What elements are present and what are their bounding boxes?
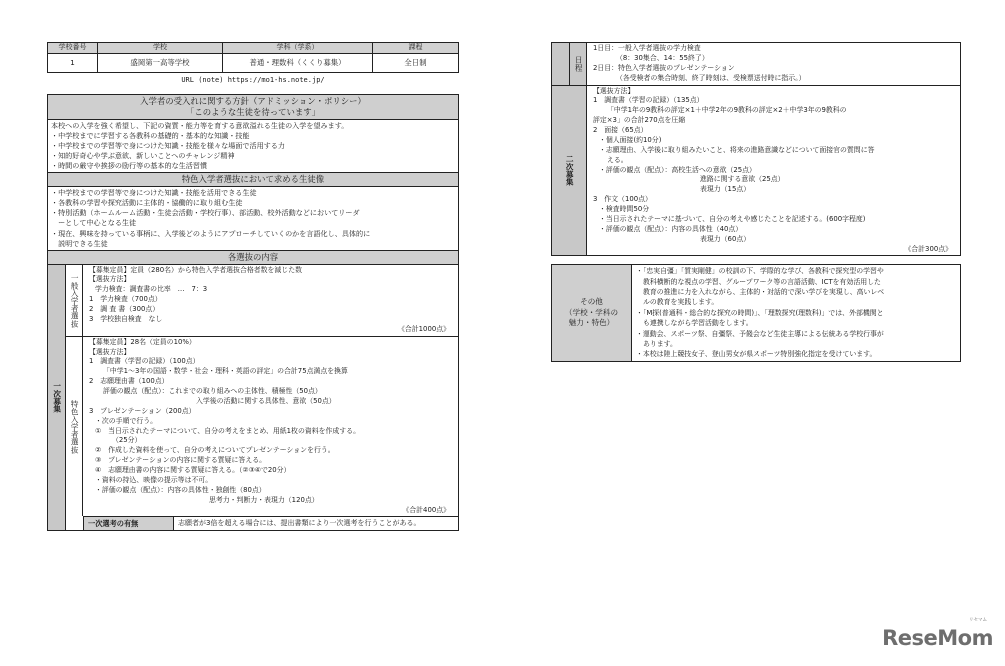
other-label-line: その他 xyxy=(580,297,603,307)
general-label: 一般入学者選抜 xyxy=(70,273,80,327)
admission-policy-subtitle: 「このような生徒を待っています」 xyxy=(186,106,320,117)
schedule-label: 日程 xyxy=(574,56,584,72)
special-line: ③ プレゼンテーションの内容に関する質疑に答える。 xyxy=(95,456,266,465)
schedule-blank-cell xyxy=(552,43,570,85)
other-label-line: （学校・学科の xyxy=(564,307,619,317)
general-line: 1 学力検査（700点） xyxy=(89,295,162,304)
left-page xyxy=(47,42,459,531)
special-line: ・評価の観点（配点）：内容の具体性・独創性（80点） xyxy=(95,485,266,494)
other-feature-line: 教育の推進に力を入れながら、主体的・対話的で深い学びを実現し、高いレベ xyxy=(643,288,885,297)
policy-line: ・中学校までの学習等で身につけた知識・技能を様々な場面で活用する力 xyxy=(51,140,285,150)
second-round-line: ・評価の観点（配点）：高校生活への意欲（25点） xyxy=(599,165,756,174)
other-features-box xyxy=(551,264,961,361)
other-feature-line: ・「M探(普通科・総合的な探究の時間)」、「理数探究(理数科)」では、外部機関と xyxy=(636,308,884,317)
second-round-line: ・検査時間50分 xyxy=(599,205,650,213)
special-line: ・次の手順で行う。 xyxy=(95,416,158,425)
general-selection-row xyxy=(66,265,458,336)
school-number: 1 xyxy=(48,54,98,73)
header-school-number: 学校番号 xyxy=(48,43,98,54)
other-feature-line: ・本校は陸上競技女子、登山男女が県スポーツ特別強化指定を受けています。 xyxy=(636,350,877,359)
policy-line: 本校への入学を強く希望し、下記の資質・能力等を育する意欲溢れる生徒の入学を望みます。 xyxy=(51,120,349,130)
profile-line: 説明できる生徒 xyxy=(51,238,108,248)
second-round-line: 進路に関する意欲（25点） xyxy=(700,175,785,184)
general-label-cell xyxy=(66,265,83,336)
schedule-row xyxy=(552,43,960,85)
prelim-label: 一次選考の有無 xyxy=(84,517,174,529)
second-round-line: 表現力（15点） xyxy=(700,185,751,194)
special-line: ① 当日示されたテーマについて、自分の考えをまとめ、用紙1枚の資料を作成する。 xyxy=(95,426,360,435)
second-round-line: 評定×3」の合計270点を圧縮 xyxy=(593,116,686,125)
schedule-content xyxy=(587,43,960,85)
schedule-line: 1日目：一般入学者選抜の学力検査 xyxy=(593,44,701,52)
general-line: 学力検査：調査書の比率 … 7：3 xyxy=(95,285,208,294)
schedule-and-second-round-box xyxy=(551,42,961,256)
other-feature-line: も連携しながら学習活動をします。 xyxy=(643,319,753,328)
special-profile-heading: 特色入学者選抜において求める生徒像 xyxy=(48,172,458,187)
second-round-line: 1 調査書（学習の記録）（135点） xyxy=(593,96,704,105)
general-line: 《合計1000点》 xyxy=(398,324,450,333)
admission-policy-title: 入学者の受入れに関する方針（アドミッション・ポリシー） xyxy=(140,96,366,106)
profile-line: ・特別活動（ホームルーム活動・生徒会活動・学校行事）、部活動、校外活動などにおいてリーダ xyxy=(51,208,360,218)
special-label: 特色入学者選抜 xyxy=(70,399,80,454)
second-round-line: 《合計300点》 xyxy=(904,244,952,253)
other-feature-line: ・運動会、スポーツ祭、自彊祭、予餞会など生徒主導による伝統ある学校行事が xyxy=(636,329,884,338)
other-features-label xyxy=(552,265,632,360)
second-round-line: 3 作文（100点） xyxy=(593,195,652,204)
second-round-line: 【選抜方法】 xyxy=(593,86,635,95)
special-line: ④ 志願理由書の内容に関する質疑に答える。（②③④で20分） xyxy=(95,466,291,475)
header-school: 学校 xyxy=(98,43,223,54)
first-round-body xyxy=(66,265,458,530)
other-feature-line: ルの教育を実践します。 xyxy=(643,298,719,307)
general-line: 【募集定員】定員（280名）から特色入学者選抜合格者数を減じた数 xyxy=(89,265,302,274)
general-line: 3 学校独自検査 なし xyxy=(89,314,163,323)
special-line: （25分） xyxy=(112,436,142,445)
second-round-line: ・個人面接(約10分) xyxy=(599,135,662,144)
special-line: 2 志願理由書（100点） xyxy=(89,377,169,386)
policy-box xyxy=(47,94,459,531)
prelim-value: 志願者が3倍を超える場合には、提出書類により一次選考を行うことがある。 xyxy=(178,519,421,528)
course: 全日制 xyxy=(373,54,459,73)
second-round-label: 二次募集 xyxy=(565,155,575,186)
profile-line: ・中学校までの学習等で身につけた知識・技能を活用できる生徒 xyxy=(51,187,257,197)
resemom-logo xyxy=(882,617,993,652)
second-round-line: ・志願理由、入学後に取り組みたいこと、将来の進路意識などについて面接官の質問に答 xyxy=(599,145,875,154)
right-page xyxy=(551,42,961,362)
schedule-label-cell xyxy=(570,43,587,85)
other-feature-line: 教科横断的な視点の学習、グループワーク等の言語活動、ICTを有効活用した xyxy=(643,277,881,286)
second-round-row xyxy=(552,85,960,256)
school-info-table xyxy=(47,42,459,73)
second-round-label-cell xyxy=(552,86,587,256)
profile-line: ・現在、興味を持っている事柄に、入学後どのようにアプローチしていくのかを言語化し、具体的に xyxy=(51,228,371,238)
special-profile-lines xyxy=(48,187,458,250)
second-round-line: 表現力（60点） xyxy=(700,234,751,243)
special-line: 【募集定員】28名（定員の10%） xyxy=(89,337,196,346)
special-line: ② 作成した資料を使って、自分の考えについてプレゼンテーションを行う。 xyxy=(95,446,335,455)
special-line: 思考力・判断力・表現力（120点） xyxy=(209,495,319,504)
schedule-line: （各受検者の集合時刻、終了時刻は、受検票送付時に指示。） xyxy=(616,73,806,82)
first-round-label-cell xyxy=(48,265,66,530)
schedule-line: 2日目：特色入学者選抜のプレゼンテーション xyxy=(593,63,735,72)
selection-heading: 各選抜の内容 xyxy=(48,250,458,265)
first-round-label: 一次募集 xyxy=(52,381,62,413)
general-selection-content xyxy=(83,265,458,336)
special-selection-content xyxy=(83,337,458,517)
first-round-section xyxy=(48,265,458,530)
prelim-selection-row xyxy=(83,516,458,529)
school-url[interactable]: URL (note) https://mo1-hs.note.jp/ xyxy=(181,76,325,84)
header-department: 学科（学系） xyxy=(223,43,373,54)
special-line: 1 調査書（学習の記録）（100点） xyxy=(89,357,200,366)
department: 普通・理数科（くくり募集） xyxy=(223,54,373,73)
special-line: 《合計400点》 xyxy=(402,505,450,514)
second-round-line: 2 面接（65点） xyxy=(593,126,648,134)
policy-line: ・中学校までに学習する各教科の基礎的・基本的な知識・技能 xyxy=(51,130,250,140)
profile-line: ーとして中心となる生徒 xyxy=(51,218,137,228)
second-round-line: ・当日示されたテーマに基づいて、自分の考えや感じたことを記述する。(600字程度) xyxy=(599,214,866,223)
logo-ruby: リセマム xyxy=(969,617,987,623)
second-round-line: 「中学1年の9教科の評定×1＋中学2年の9教科の評定×2＋中学3年の9教科の xyxy=(607,106,847,115)
other-feature-line: ・「忠実自彊」「質実剛健」の校訓の下、学際的な学び、各教科で探究型の学習や xyxy=(636,267,884,276)
special-line: 評価の観点（配点）：これまでの取り組みへの主体性、積極性（50点） xyxy=(103,387,322,396)
header-course: 課程 xyxy=(373,43,459,54)
other-features-content xyxy=(632,265,960,360)
special-line: 入学後の活動に関する具体性、意欲（50点） xyxy=(196,396,336,405)
second-round-line: える。 xyxy=(607,155,628,164)
general-line: 【選抜方法】 xyxy=(89,275,131,284)
special-line: ・資料の持込、映像の提示等は不可。 xyxy=(95,475,213,484)
special-label-cell xyxy=(66,337,83,517)
other-feature-line: あります。 xyxy=(643,339,677,348)
special-selection-row xyxy=(66,336,458,517)
policy-line: ・知的好奇心や学ぶ意欲、新しいことへのチャレンジ精神 xyxy=(51,150,235,160)
second-round-content xyxy=(587,86,960,256)
policy-line: ・時間の厳守や挨拶の励行等の基本的な生活習慣 xyxy=(51,161,208,171)
special-line: 3 プレゼンテーション（200点） xyxy=(89,406,196,415)
second-round-line: ・評価の観点（配点）：内容の具体性（40点） xyxy=(599,224,743,233)
other-label-line: 魅力・特色） xyxy=(568,318,615,328)
general-line: 2 調 査 書（300点） xyxy=(89,305,160,314)
admission-policy-heading xyxy=(48,95,458,120)
special-line: 「中学1～3年の国語・数学・社会・理科・英語の評定」の合計75点満点を換算 xyxy=(103,367,348,376)
school-name: 盛岡第一高等学校 xyxy=(98,54,223,73)
schedule-line: （8：30集合、14：55終了） xyxy=(616,53,709,62)
admission-policy-lines xyxy=(48,120,458,173)
profile-line: ・各教科の学習や探究活動に主体的・協働的に取り組む生徒 xyxy=(51,198,243,208)
logo-text: ReseMom xyxy=(882,625,993,650)
special-line: 【選抜方法】 xyxy=(89,347,131,356)
